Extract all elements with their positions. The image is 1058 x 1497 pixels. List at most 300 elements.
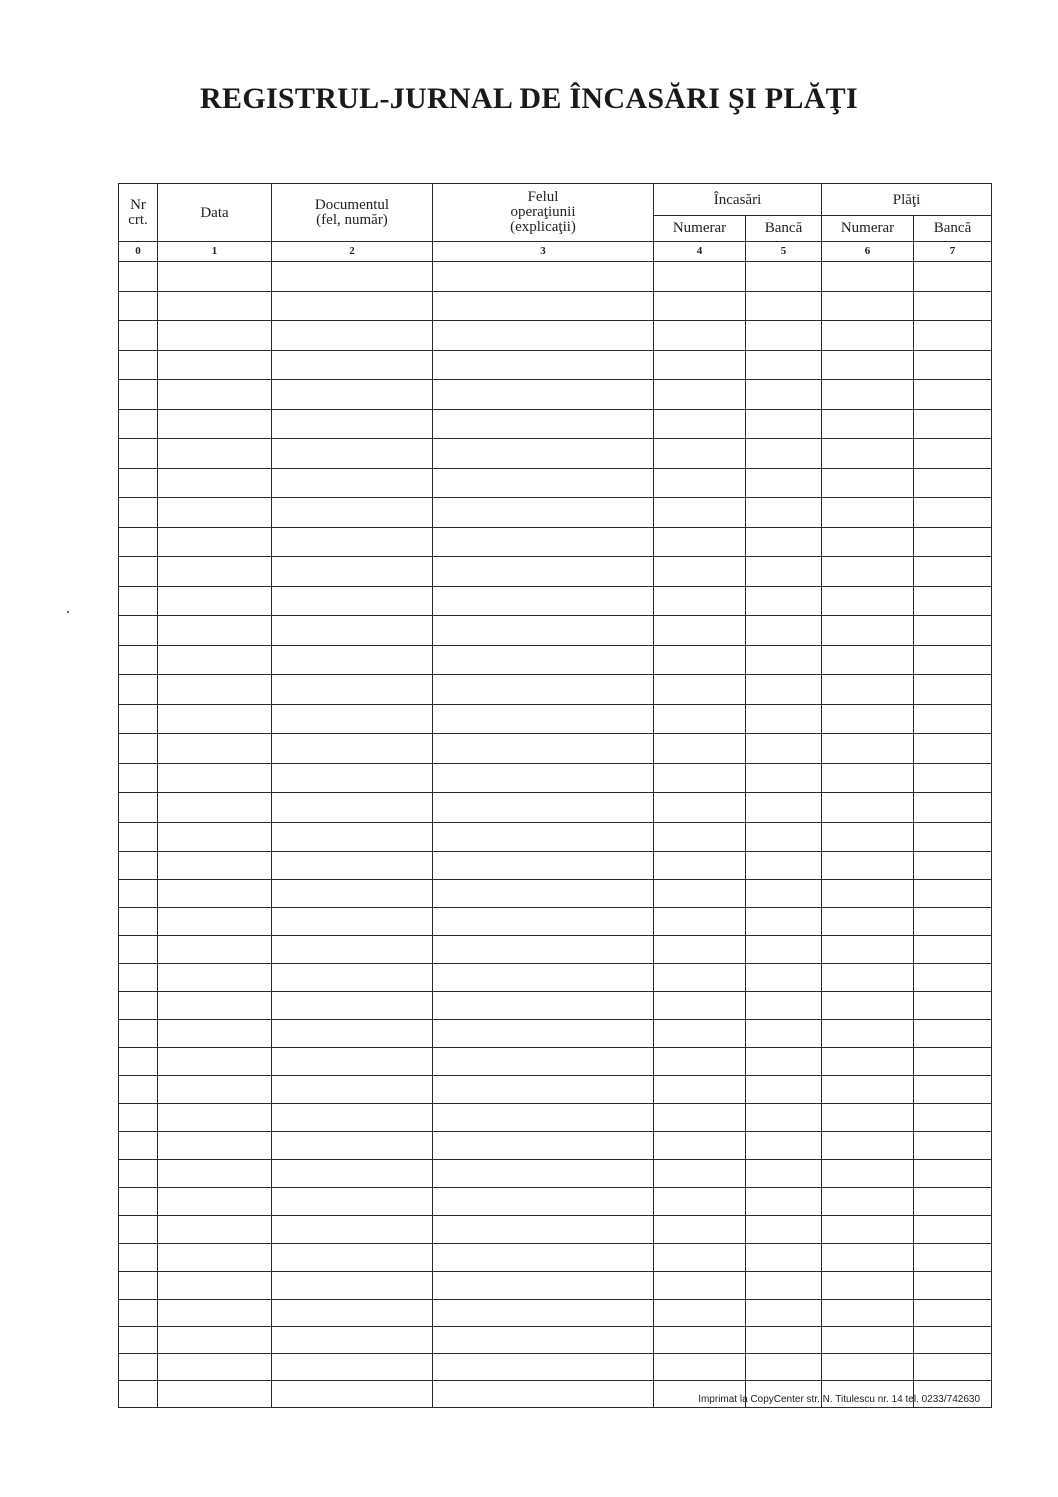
table-cell[interactable] (119, 380, 158, 410)
table-cell[interactable] (654, 1132, 746, 1160)
table-cell[interactable] (433, 291, 654, 321)
table-cell[interactable] (433, 675, 654, 705)
table-cell[interactable] (272, 936, 433, 964)
table-cell[interactable] (433, 1300, 654, 1327)
table-cell[interactable] (272, 557, 433, 587)
table-cell[interactable] (654, 1048, 746, 1076)
table-cell[interactable] (119, 822, 158, 852)
table-cell[interactable] (119, 964, 158, 992)
table-cell[interactable] (272, 1132, 433, 1160)
table-cell[interactable] (822, 380, 914, 410)
table-cell[interactable] (654, 763, 746, 793)
table-cell[interactable] (746, 763, 822, 793)
table-cell[interactable] (654, 498, 746, 528)
table-cell[interactable] (822, 1076, 914, 1104)
table-cell[interactable] (746, 1327, 822, 1354)
table-cell[interactable] (654, 1327, 746, 1354)
table-cell[interactable] (272, 291, 433, 321)
table-cell[interactable] (272, 468, 433, 498)
table-cell[interactable] (654, 1272, 746, 1300)
table-cell[interactable] (433, 1327, 654, 1354)
table-cell[interactable] (272, 262, 433, 292)
table-cell[interactable] (433, 880, 654, 908)
table-cell[interactable] (272, 992, 433, 1020)
table-cell[interactable] (654, 964, 746, 992)
table-cell[interactable] (914, 1354, 992, 1381)
table-cell[interactable] (746, 380, 822, 410)
table-cell[interactable] (822, 1244, 914, 1272)
table-cell[interactable] (822, 822, 914, 852)
table-cell[interactable] (119, 1300, 158, 1327)
table-cell[interactable] (433, 1272, 654, 1300)
table-cell[interactable] (654, 262, 746, 292)
table-cell[interactable] (746, 880, 822, 908)
table-cell[interactable] (746, 439, 822, 469)
table-cell[interactable] (822, 527, 914, 557)
table-cell[interactable] (654, 852, 746, 880)
table-cell[interactable] (914, 763, 992, 793)
table-cell[interactable] (119, 1381, 158, 1408)
table-cell[interactable] (822, 1216, 914, 1244)
table-cell[interactable] (746, 616, 822, 646)
table-cell[interactable] (158, 1104, 272, 1132)
table-cell[interactable] (822, 1327, 914, 1354)
table-cell[interactable] (272, 1300, 433, 1327)
table-cell[interactable] (119, 439, 158, 469)
table-cell[interactable] (914, 1216, 992, 1244)
table-cell[interactable] (654, 793, 746, 823)
table-cell[interactable] (914, 734, 992, 764)
table-cell[interactable] (433, 1104, 654, 1132)
table-cell[interactable] (822, 645, 914, 675)
table-cell[interactable] (746, 586, 822, 616)
table-cell[interactable] (433, 616, 654, 646)
table-cell[interactable] (746, 557, 822, 587)
table-cell[interactable] (914, 350, 992, 380)
table-cell[interactable] (822, 262, 914, 292)
table-cell[interactable] (119, 557, 158, 587)
table-cell[interactable] (746, 1020, 822, 1048)
table-cell[interactable] (272, 380, 433, 410)
table-cell[interactable] (914, 1327, 992, 1354)
table-cell[interactable] (158, 586, 272, 616)
table-cell[interactable] (822, 675, 914, 705)
table-cell[interactable] (746, 1104, 822, 1132)
table-cell[interactable] (272, 1216, 433, 1244)
table-cell[interactable] (119, 1188, 158, 1216)
table-cell[interactable] (654, 527, 746, 557)
table-cell[interactable] (822, 1354, 914, 1381)
table-cell[interactable] (822, 557, 914, 587)
table-cell[interactable] (654, 992, 746, 1020)
table-cell[interactable] (914, 1076, 992, 1104)
table-cell[interactable] (822, 409, 914, 439)
table-cell[interactable] (158, 964, 272, 992)
table-cell[interactable] (746, 1188, 822, 1216)
table-cell[interactable] (158, 936, 272, 964)
table-cell[interactable] (119, 734, 158, 764)
table-cell[interactable] (822, 763, 914, 793)
table-cell[interactable] (272, 1354, 433, 1381)
table-cell[interactable] (914, 1104, 992, 1132)
table-cell[interactable] (158, 321, 272, 351)
table-cell[interactable] (746, 498, 822, 528)
table-cell[interactable] (433, 763, 654, 793)
table-cell[interactable] (746, 1076, 822, 1104)
table-cell[interactable] (119, 468, 158, 498)
table-cell[interactable] (119, 1216, 158, 1244)
table-cell[interactable] (914, 527, 992, 557)
table-cell[interactable] (822, 1272, 914, 1300)
table-cell[interactable] (119, 1272, 158, 1300)
table-cell[interactable] (158, 1160, 272, 1188)
table-cell[interactable] (272, 439, 433, 469)
table-cell[interactable] (433, 992, 654, 1020)
table-cell[interactable] (746, 1272, 822, 1300)
table-cell[interactable] (746, 675, 822, 705)
table-cell[interactable] (822, 992, 914, 1020)
table-cell[interactable] (746, 936, 822, 964)
table-cell[interactable] (914, 704, 992, 734)
table-cell[interactable] (433, 908, 654, 936)
table-cell[interactable] (119, 1132, 158, 1160)
table-cell[interactable] (119, 262, 158, 292)
table-cell[interactable] (746, 468, 822, 498)
table-cell[interactable] (654, 1354, 746, 1381)
table-cell[interactable] (822, 291, 914, 321)
table-cell[interactable] (158, 616, 272, 646)
table-cell[interactable] (654, 1244, 746, 1272)
table-cell[interactable] (119, 350, 158, 380)
table-cell[interactable] (914, 964, 992, 992)
table-cell[interactable] (272, 1048, 433, 1076)
table-cell[interactable] (433, 1381, 654, 1408)
table-cell[interactable] (433, 964, 654, 992)
table-cell[interactable] (654, 1076, 746, 1104)
table-cell[interactable] (746, 291, 822, 321)
table-cell[interactable] (272, 1272, 433, 1300)
table-cell[interactable] (914, 1188, 992, 1216)
table-cell[interactable] (654, 321, 746, 351)
table-cell[interactable] (119, 704, 158, 734)
table-cell[interactable] (822, 880, 914, 908)
table-cell[interactable] (158, 793, 272, 823)
table-cell[interactable] (158, 1076, 272, 1104)
table-cell[interactable] (433, 793, 654, 823)
table-cell[interactable] (654, 291, 746, 321)
table-cell[interactable] (158, 439, 272, 469)
table-cell[interactable] (746, 1300, 822, 1327)
table-cell[interactable] (654, 734, 746, 764)
table-cell[interactable] (119, 793, 158, 823)
table-cell[interactable] (914, 675, 992, 705)
table-cell[interactable] (433, 409, 654, 439)
table-cell[interactable] (822, 1160, 914, 1188)
table-cell[interactable] (158, 992, 272, 1020)
table-cell[interactable] (158, 675, 272, 705)
table-cell[interactable] (158, 645, 272, 675)
table-cell[interactable] (158, 1300, 272, 1327)
table-cell[interactable] (914, 321, 992, 351)
table-cell[interactable] (119, 763, 158, 793)
table-cell[interactable] (272, 852, 433, 880)
table-cell[interactable] (746, 1244, 822, 1272)
table-cell[interactable] (119, 936, 158, 964)
table-cell[interactable] (158, 1216, 272, 1244)
table-cell[interactable] (914, 880, 992, 908)
table-cell[interactable] (746, 1132, 822, 1160)
table-cell[interactable] (746, 704, 822, 734)
table-cell[interactable] (158, 1188, 272, 1216)
table-cell[interactable] (914, 586, 992, 616)
table-cell[interactable] (433, 527, 654, 557)
table-cell[interactable] (914, 498, 992, 528)
table-cell[interactable] (158, 734, 272, 764)
table-cell[interactable] (119, 616, 158, 646)
table-cell[interactable] (654, 616, 746, 646)
table-cell[interactable] (433, 645, 654, 675)
table-cell[interactable] (914, 380, 992, 410)
table-cell[interactable] (654, 645, 746, 675)
table-cell[interactable] (272, 908, 433, 936)
table-cell[interactable] (654, 1020, 746, 1048)
table-cell[interactable] (654, 1300, 746, 1327)
table-cell[interactable] (654, 409, 746, 439)
table-cell[interactable] (433, 852, 654, 880)
table-cell[interactable] (654, 1188, 746, 1216)
table-cell[interactable] (654, 557, 746, 587)
table-cell[interactable] (914, 852, 992, 880)
table-cell[interactable] (654, 704, 746, 734)
table-cell[interactable] (158, 1244, 272, 1272)
table-cell[interactable] (822, 704, 914, 734)
table-cell[interactable] (119, 908, 158, 936)
table-cell[interactable] (119, 675, 158, 705)
table-cell[interactable] (272, 645, 433, 675)
table-cell[interactable] (914, 908, 992, 936)
table-cell[interactable] (746, 409, 822, 439)
table-cell[interactable] (272, 734, 433, 764)
table-cell[interactable] (119, 1244, 158, 1272)
table-cell[interactable] (119, 1076, 158, 1104)
table-cell[interactable] (746, 822, 822, 852)
table-cell[interactable] (914, 822, 992, 852)
table-cell[interactable] (822, 1048, 914, 1076)
table-cell[interactable] (746, 734, 822, 764)
table-cell[interactable] (433, 1188, 654, 1216)
table-cell[interactable] (119, 1104, 158, 1132)
table-cell[interactable] (119, 498, 158, 528)
table-cell[interactable] (433, 557, 654, 587)
table-cell[interactable] (433, 936, 654, 964)
table-cell[interactable] (119, 527, 158, 557)
table-cell[interactable] (158, 1381, 272, 1408)
table-cell[interactable] (914, 409, 992, 439)
table-cell[interactable] (914, 1300, 992, 1327)
table-cell[interactable] (272, 1160, 433, 1188)
table-cell[interactable] (914, 291, 992, 321)
table-cell[interactable] (272, 498, 433, 528)
table-cell[interactable] (914, 557, 992, 587)
table-cell[interactable] (158, 1132, 272, 1160)
table-cell[interactable] (822, 616, 914, 646)
table-cell[interactable] (654, 350, 746, 380)
table-cell[interactable] (272, 350, 433, 380)
table-cell[interactable] (822, 468, 914, 498)
table-cell[interactable] (914, 1132, 992, 1160)
table-cell[interactable] (822, 734, 914, 764)
table-cell[interactable] (914, 1244, 992, 1272)
table-cell[interactable] (272, 586, 433, 616)
table-cell[interactable] (746, 908, 822, 936)
table-cell[interactable] (272, 675, 433, 705)
table-cell[interactable] (158, 350, 272, 380)
table-cell[interactable] (272, 409, 433, 439)
table-cell[interactable] (158, 1327, 272, 1354)
table-cell[interactable] (119, 1020, 158, 1048)
table-cell[interactable] (272, 527, 433, 557)
table-cell[interactable] (433, 262, 654, 292)
table-cell[interactable] (433, 1132, 654, 1160)
table-cell[interactable] (433, 1048, 654, 1076)
table-cell[interactable] (822, 586, 914, 616)
table-cell[interactable] (433, 439, 654, 469)
table-cell[interactable] (746, 793, 822, 823)
table-cell[interactable] (822, 793, 914, 823)
table-cell[interactable] (746, 852, 822, 880)
table-cell[interactable] (822, 498, 914, 528)
table-cell[interactable] (272, 1244, 433, 1272)
table-cell[interactable] (654, 822, 746, 852)
table-cell[interactable] (158, 468, 272, 498)
table-cell[interactable] (119, 1048, 158, 1076)
table-cell[interactable] (654, 936, 746, 964)
table-cell[interactable] (433, 1244, 654, 1272)
table-cell[interactable] (272, 1327, 433, 1354)
table-cell[interactable] (914, 936, 992, 964)
table-cell[interactable] (158, 291, 272, 321)
table-cell[interactable] (272, 1381, 433, 1408)
table-cell[interactable] (914, 645, 992, 675)
table-cell[interactable] (272, 964, 433, 992)
table-cell[interactable] (158, 1020, 272, 1048)
table-cell[interactable] (914, 1272, 992, 1300)
table-cell[interactable] (272, 321, 433, 351)
table-cell[interactable] (914, 262, 992, 292)
table-cell[interactable] (746, 350, 822, 380)
table-cell[interactable] (822, 964, 914, 992)
table-cell[interactable] (746, 1048, 822, 1076)
table-cell[interactable] (119, 321, 158, 351)
table-cell[interactable] (746, 1216, 822, 1244)
table-cell[interactable] (158, 1272, 272, 1300)
table-cell[interactable] (654, 880, 746, 908)
table-cell[interactable] (119, 992, 158, 1020)
table-cell[interactable] (158, 1354, 272, 1381)
table-cell[interactable] (822, 439, 914, 469)
table-cell[interactable] (158, 527, 272, 557)
table-cell[interactable] (433, 1354, 654, 1381)
table-cell[interactable] (272, 1076, 433, 1104)
table-cell[interactable] (654, 908, 746, 936)
table-cell[interactable] (119, 880, 158, 908)
table-cell[interactable] (822, 852, 914, 880)
table-cell[interactable] (272, 880, 433, 908)
table-cell[interactable] (746, 1160, 822, 1188)
table-cell[interactable] (158, 880, 272, 908)
table-cell[interactable] (119, 1354, 158, 1381)
table-cell[interactable] (433, 1160, 654, 1188)
table-cell[interactable] (914, 1048, 992, 1076)
table-cell[interactable] (119, 291, 158, 321)
table-cell[interactable] (822, 1188, 914, 1216)
table-cell[interactable] (433, 321, 654, 351)
table-cell[interactable] (433, 468, 654, 498)
table-cell[interactable] (158, 1048, 272, 1076)
table-cell[interactable] (914, 793, 992, 823)
table-cell[interactable] (272, 1020, 433, 1048)
table-cell[interactable] (272, 1104, 433, 1132)
table-cell[interactable] (119, 586, 158, 616)
table-cell[interactable] (272, 616, 433, 646)
table-cell[interactable] (914, 616, 992, 646)
table-cell[interactable] (433, 704, 654, 734)
table-cell[interactable] (822, 1104, 914, 1132)
table-cell[interactable] (654, 468, 746, 498)
table-cell[interactable] (158, 380, 272, 410)
table-cell[interactable] (272, 704, 433, 734)
table-cell[interactable] (158, 822, 272, 852)
table-cell[interactable] (272, 822, 433, 852)
table-cell[interactable] (746, 527, 822, 557)
table-cell[interactable] (914, 439, 992, 469)
table-cell[interactable] (272, 763, 433, 793)
table-cell[interactable] (822, 1132, 914, 1160)
table-cell[interactable] (822, 1300, 914, 1327)
table-cell[interactable] (158, 262, 272, 292)
table-cell[interactable] (158, 409, 272, 439)
table-cell[interactable] (654, 439, 746, 469)
table-cell[interactable] (158, 763, 272, 793)
table-cell[interactable] (433, 734, 654, 764)
table-cell[interactable] (119, 1160, 158, 1188)
table-cell[interactable] (119, 409, 158, 439)
table-cell[interactable] (119, 645, 158, 675)
table-cell[interactable] (822, 1020, 914, 1048)
table-cell[interactable] (914, 992, 992, 1020)
table-cell[interactable] (914, 1020, 992, 1048)
table-cell[interactable] (654, 1104, 746, 1132)
table-cell[interactable] (119, 1327, 158, 1354)
table-cell[interactable] (654, 586, 746, 616)
table-cell[interactable] (158, 908, 272, 936)
table-cell[interactable] (822, 350, 914, 380)
table-cell[interactable] (654, 1216, 746, 1244)
table-cell[interactable] (158, 557, 272, 587)
table-cell[interactable] (822, 321, 914, 351)
table-cell[interactable] (272, 793, 433, 823)
table-cell[interactable] (433, 380, 654, 410)
table-cell[interactable] (746, 645, 822, 675)
table-cell[interactable] (746, 964, 822, 992)
table-cell[interactable] (433, 822, 654, 852)
table-cell[interactable] (746, 321, 822, 351)
table-cell[interactable] (433, 350, 654, 380)
table-cell[interactable] (654, 1160, 746, 1188)
table-cell[interactable] (433, 586, 654, 616)
table-cell[interactable] (822, 908, 914, 936)
table-cell[interactable] (272, 1188, 433, 1216)
